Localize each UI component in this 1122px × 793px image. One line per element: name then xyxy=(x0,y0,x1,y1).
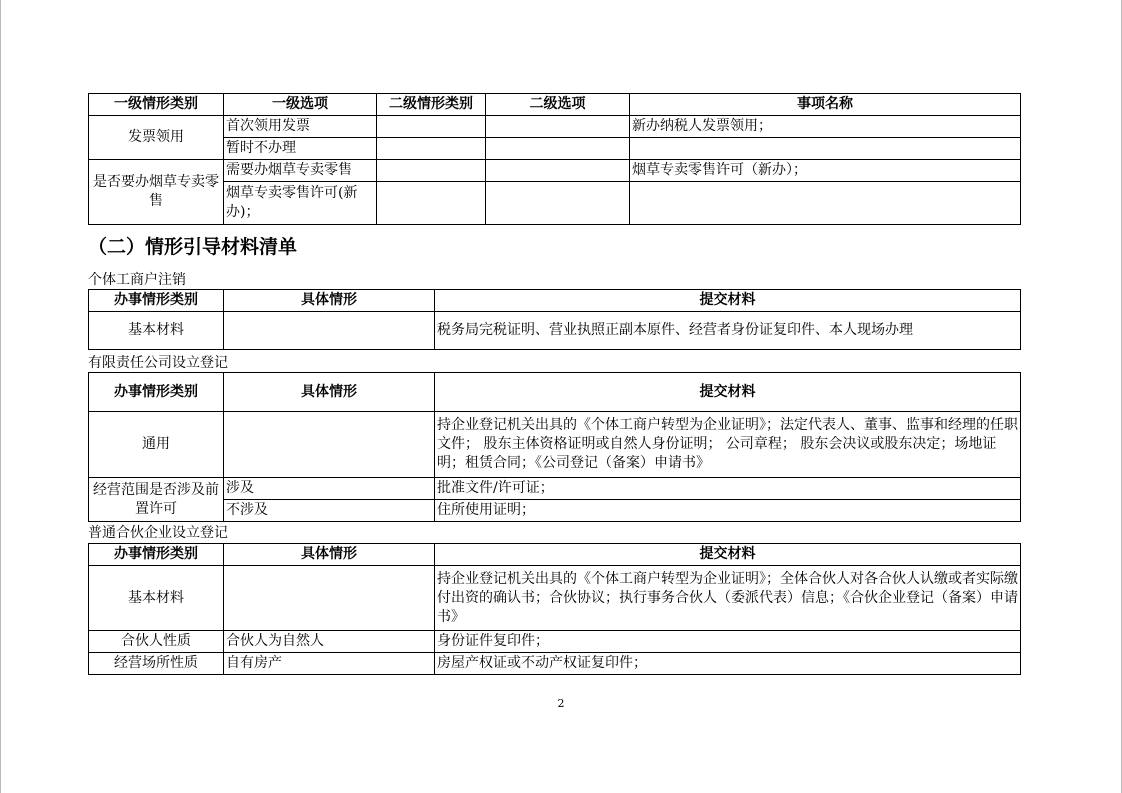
empty-cell xyxy=(630,138,1021,160)
empty-cell xyxy=(377,182,486,225)
situation-options-table xyxy=(88,93,1021,225)
column-header: 提交材料 xyxy=(435,290,1021,312)
page-edge-left xyxy=(0,0,1,793)
table-header-row xyxy=(89,94,1021,116)
empty-cell xyxy=(377,138,486,160)
column-header: 一级选项 xyxy=(224,94,377,116)
materials-cell: 批准文件/许可证； xyxy=(435,478,1021,500)
option-cell: 首次领用发票 xyxy=(224,116,377,138)
page-number: 2 xyxy=(557,697,565,710)
empty-cell xyxy=(486,116,630,138)
materials-cell: 房屋产权证或不动产权证复印件； xyxy=(435,653,1021,675)
empty-cell xyxy=(486,138,630,160)
materials-table-llc xyxy=(88,372,1021,522)
materials-cell: 税务局完税证明、营业执照正副本原件、经营者身份证复印件、本人现场办理 xyxy=(435,312,1021,350)
column-header: 办事情形类别 xyxy=(89,290,224,312)
category-cell: 发票领用 xyxy=(89,116,224,160)
detail-cell: 自有房产 xyxy=(224,653,435,675)
empty-cell xyxy=(630,182,1021,225)
table-header-row xyxy=(89,290,1021,312)
item-cell: 烟草专卖零售许可（新办）； xyxy=(630,160,1021,182)
column-header: 二级选项 xyxy=(486,94,630,116)
table-caption: 有限责任公司设立登记 xyxy=(88,355,228,371)
detail-cell xyxy=(224,412,435,478)
empty-cell xyxy=(377,160,486,182)
table-row xyxy=(89,566,1021,631)
column-header: 提交材料 xyxy=(435,373,1021,412)
category-cell: 合伙人性质 xyxy=(89,631,224,653)
column-header: 具体情形 xyxy=(224,544,435,566)
category-cell: 通用 xyxy=(89,412,224,478)
detail-cell: 涉及 xyxy=(224,478,435,500)
table-row xyxy=(89,312,1021,350)
column-header: 办事情形类别 xyxy=(89,373,224,412)
materials-table-partnership xyxy=(88,543,1021,675)
materials-cell: 住所使用证明； xyxy=(435,500,1021,522)
table-header-row xyxy=(89,544,1021,566)
section-heading: （二）情形引导材料清单 xyxy=(88,236,298,258)
empty-cell xyxy=(486,160,630,182)
option-cell: 烟草专卖零售许可(新办)； xyxy=(224,182,377,225)
table-row xyxy=(89,182,1021,225)
item-cell: 新办纳税人发票领用； xyxy=(630,116,1021,138)
materials-table-deregistration xyxy=(88,289,1021,350)
table-caption: 个体工商户注销 xyxy=(88,272,186,288)
category-cell: 是否要办烟草专卖零售 xyxy=(89,160,224,225)
option-cell: 需要办烟草专卖零售 xyxy=(224,160,377,182)
column-header: 二级情形类别 xyxy=(377,94,486,116)
materials-cell: 身份证件复印件； xyxy=(435,631,1021,653)
empty-cell xyxy=(486,182,630,225)
table-row xyxy=(89,138,1021,160)
table-row xyxy=(89,478,1021,500)
column-header: 办事情形类别 xyxy=(89,544,224,566)
category-cell: 经营场所性质 xyxy=(89,653,224,675)
category-cell: 经营范围是否涉及前置许可 xyxy=(89,478,224,522)
table-row xyxy=(89,160,1021,182)
table-row xyxy=(89,116,1021,138)
table-row xyxy=(89,631,1021,653)
detail-cell: 合伙人为自然人 xyxy=(224,631,435,653)
column-header: 提交材料 xyxy=(435,544,1021,566)
table-row xyxy=(89,500,1021,522)
table-header-row xyxy=(89,373,1021,412)
column-header: 事项名称 xyxy=(630,94,1021,116)
materials-cell: 持企业登记机关出具的《个体工商户转型为企业证明》；全体合伙人对各合伙人认缴或者实际缴付出资的确认书；合伙协议；执行事务合伙人（委派代表）信息；《合伙企业登记（备案）申请书》 xyxy=(435,566,1021,631)
table-row xyxy=(89,653,1021,675)
category-cell: 基本材料 xyxy=(89,312,224,350)
column-header: 一级情形类别 xyxy=(89,94,224,116)
detail-cell xyxy=(224,312,435,350)
column-header: 具体情形 xyxy=(224,290,435,312)
detail-cell: 不涉及 xyxy=(224,500,435,522)
column-header: 具体情形 xyxy=(224,373,435,412)
table-row xyxy=(89,412,1021,478)
empty-cell xyxy=(377,116,486,138)
option-cell: 暂时不办理 xyxy=(224,138,377,160)
materials-cell: 持企业登记机关出具的《个体工商户转型为企业证明》；法定代表人、董事、监事和经理的任职文件； 股东主体资格证明或自然人身份证明； 公司章程； 股东会决议或股东决定；场地证明；租赁合同；《公司登记（备案）申请书》 xyxy=(435,412,1021,478)
table-caption: 普通合伙企业设立登记 xyxy=(88,525,228,541)
category-cell: 基本材料 xyxy=(89,566,224,631)
detail-cell xyxy=(224,566,435,631)
